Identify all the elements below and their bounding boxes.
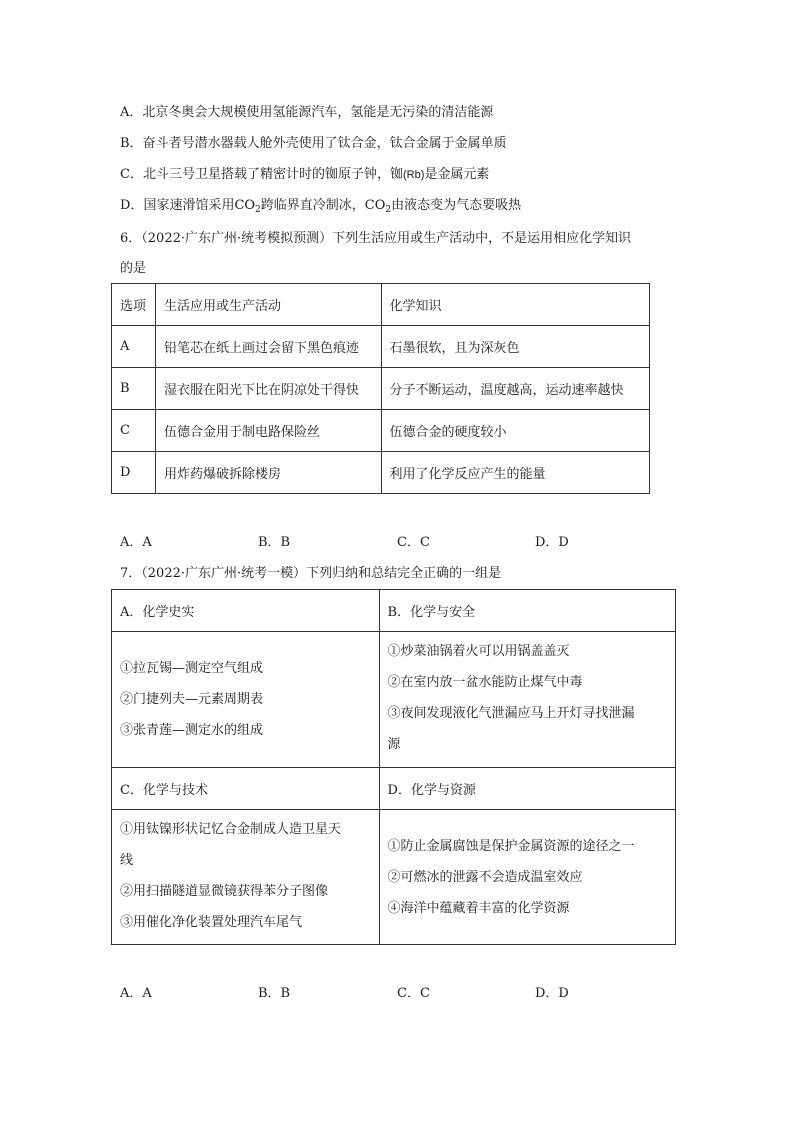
list-item: ②门捷列夫—元素周期表 — [120, 692, 264, 707]
q6-cell: B — [112, 368, 156, 410]
table-row — [112, 452, 650, 494]
list-item: ①拉瓦锡—测定空气组成 — [120, 661, 264, 676]
q6-cell: C — [112, 410, 156, 452]
q5-option-d: D．国家速滑馆采用$CO_2$跨临界直冷制冰，$CO_2$由液态变为气态要吸热 — [120, 198, 522, 215]
q7-title-d: D．化学与资源 — [379, 768, 675, 810]
q6-choice-a: A．A — [120, 535, 152, 550]
q6-choice-d: D．D — [535, 535, 569, 550]
q7-choice-b: B．B — [258, 986, 291, 1001]
q5-option-c: C．北斗三号卫星搭载了精密计时的铷原子钟，铷(Rb)是金属元素 — [120, 167, 490, 182]
q5-option-a: A．北京冬奥会大规模使用氢能源汽车，氢能是无污染的清洁能源 — [120, 105, 494, 120]
q6-header-option: 选项 — [112, 284, 156, 326]
q7-content-a — [112, 632, 380, 768]
q7-row-2-titles — [112, 768, 676, 810]
q6-cell: 伍德合金用于制电路保险丝 — [155, 410, 381, 452]
list-item: ①防止金属腐蚀是保护金属资源的途径之一 — [387, 838, 635, 854]
q6-stem-line1: 6．（2022·广东广州·统考模拟预测）下列生活应用或生产活动中，不是运用相应化学知识 — [120, 231, 632, 246]
table-row — [112, 326, 650, 368]
q7-content-b — [379, 632, 675, 768]
q7-table — [111, 589, 676, 945]
q6-cell: 用炸药爆破拆除楼房 — [155, 452, 381, 494]
q7-choices — [120, 984, 680, 1004]
list-item: ③张青莲—测定水的组成 — [120, 723, 264, 738]
q6-choice-b: B．B — [258, 535, 291, 550]
q7-stem: 7．（2022·广东广州·统考一模）下列归纳和总结完全正确的一组是 — [120, 566, 502, 581]
q6-header-activity: 生活应用或生产活动 — [155, 284, 381, 326]
table-row — [112, 410, 650, 452]
list-item: 源 — [387, 737, 401, 752]
list-item: ④海洋中蕴藏着丰富的化学资源 — [387, 900, 570, 916]
q7-title-b: B．化学与安全 — [379, 590, 675, 632]
q6-cell: D — [112, 452, 156, 494]
q6-cell: 利用了化学反应产生的能量 — [381, 452, 650, 494]
q7-choice-a: A．A — [120, 986, 152, 1001]
list-item: ③用催化净化装置处理汽车尾气 — [120, 915, 303, 930]
list-item: ②可燃冰的泄露不会造成温室效应 — [387, 869, 583, 885]
q7-content-d — [379, 810, 675, 945]
q6-cell: A — [112, 326, 156, 368]
q6-header-knowledge: 化学知识 — [381, 284, 650, 326]
q7-choice-c: C．C — [397, 986, 430, 1001]
q6-choices — [120, 533, 680, 553]
q7-title-a: A．化学史实 — [112, 590, 380, 632]
q6-cell: 湿衣服在阳光下比在阴凉处干得快 — [155, 368, 381, 410]
q7-row-2-content — [112, 810, 676, 945]
list-item: ②用扫描隧道显微镜获得苯分子图像 — [120, 884, 329, 899]
table-row — [112, 368, 650, 410]
q7-choice-d: D．D — [535, 986, 569, 1001]
list-item: ①炒菜油锅着火可以用锅盖盖灭 — [387, 644, 570, 659]
q6-table — [111, 283, 650, 494]
q6-cell: 伍德合金的硬度较小 — [381, 410, 650, 452]
list-item: 线 — [120, 853, 134, 868]
q6-cell: 分子不断运动，温度越高，运动速率越快 — [381, 368, 650, 410]
q5-option-b: B．奋斗者号潜水器载人舱外壳使用了钛合金，钛合金属于金属单质 — [120, 136, 507, 151]
q6-stem-line2: 的是 — [120, 261, 147, 276]
q6-cell: 铅笔芯在纸上画过会留下黑色痕迹 — [155, 326, 381, 368]
q7-row-1-content — [112, 632, 676, 768]
q7-row-1-titles — [112, 590, 676, 632]
list-item: ③夜间发现液化气泄漏应马上开灯寻找泄漏 — [387, 706, 635, 721]
list-item: ①用钛镍形状记忆合金制成人造卫星天 — [120, 822, 342, 837]
q7-title-c: C．化学与技术 — [112, 768, 380, 810]
q6-choice-c: C．C — [397, 535, 430, 550]
q6-table-header — [112, 284, 650, 326]
list-item: ②在室内放一盆水能防止煤气中毒 — [387, 675, 583, 690]
q7-content-c — [112, 810, 380, 945]
q6-cell: 石墨很软，且为深灰色 — [381, 326, 650, 368]
